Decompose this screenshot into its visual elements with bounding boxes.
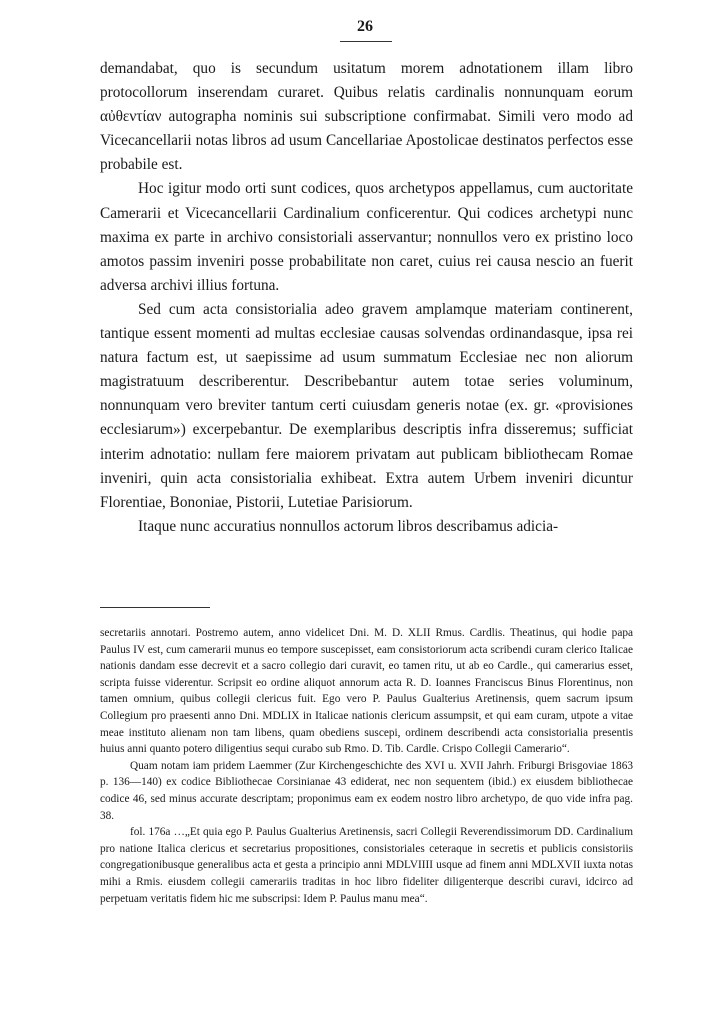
footnote-2: Quam notam iam pridem Laemmer (Zur Kirchengeschichte des XVI u. XVII Jahrh. Friburgi Brisgoviae 1863 p. 136—140) ex codice Bibliothecae Corsinianae 43 ediderat, nec non sequentem (ibid.) ex eiusdem bibliothecae codice 46, sed minus accurate descriptam; proponimus eam ex eodem nostro libro archetypo, de quo vide infra pag. 38. [100,759,633,822]
footnote-rule [100,607,210,608]
paragraph-2: Hoc igitur modo orti sunt codices, quos archetypos appellamus, cum auctoritate Camerarii et Vicecancellarii Cardinalium conficerentur. Qui codices archetypi nunc maxima ex parte in archivo consistoriali asservantur; nonnullos vero ex pristino loco amotos passim inveniri posse probabilitate non caret, cuius rei causa nescio an fuerit adversa archivi illius fortuna. [100,180,633,294]
header-rule [340,41,392,42]
paragraph-3: Sed cum acta consistorialia adeo gravem amplamque materiam continerent, tantique essent momenti ad multas ecclesiae causas solvendas ordinandasque, ipsa rei natura factum est, ut saepissime ad usum summatum Ecclesiae nec non aliorum magistratuum describerentur. Describebantur autem totae series voluminum, nonnunquam vero breviter tantum certi cuiusdam generis notae (ex. gr. «provisiones ecclesiarum») excerpebantur. De exemplaribus descriptis infra disseremus; sufficiat interim adnotatio: nullam fere maiorem privatam aut publicam bibliothecam Romae inveniri, quin acta consistorialia exhibeat. Extra autem Urbem inveniri dicuntur Florentiae, Bononiae, Pistorii, Lutetiae Parisiorum. [100,300,633,511]
footnote-3: fol. 176a …„Et quia ego P. Paulus Gualterius Aretinensis, sacri Collegii Reverendissimorum DD. Cardinalium pro natione Italica clericus et secretarius propositiones, consistoriales ceteraque in secretis et publicis consistoriis congregationibusque generalibus acta et gesta a principio anni MDLVIIII usque ad finem anni MDLXVII iuxta notas mihi a Rmis. eiusdem collegii camerariis traditas in hoc libro fideliter diligenterque describi curavi, idcirco ad perpetuam veritatis fidem hic me subscripsi: Idem P. Paulus manu mea“. [100,826,633,905]
footnote-1: secretariis annotari. Postremo autem, anno videlicet Dni. M. D. XLII Rmus. Cardlis. Theatinus, qui hodie papa Paulus IV est, cum camerarii munus eo tempore suscepisset, eam consistoriorum acta scribendi curam clerico Italicae nationis dandam esse decrevit et a sacro collegio dari curavit, eo tamen ritu, ut ab eo Cardle., qui camerarius esset, scripta fuisse viderentur. Scripsit eo ordine aliquot annorum acta R. D. Ioannes Franciscus Binus Florentinus, non tamen omnium, quibus collegii clericus fuit. Ego vero P. Paulus Gualterius Aretinensis, quem sacrum ipsum Collegium pro praesenti anno Dni. MDLIX in Italicae nationis clericum assumpsit, et qui eam curam, utpote a vitae meae instituto alienam non tam libens, quam obediens suscepi, ordinem describendi acta consistorialia presentis huius anni quanto potero diligentius sequi curabo sub Rmo. D. Tib. Cardle. Crispo Collegii Camerario“. [100,627,633,756]
footnotes [100,625,633,907]
paragraph-4: Itaque nunc accuratius nonnullos actorum libros describamus adicia- [138,517,559,535]
page-number: 26 [357,18,373,35]
paragraph-1: demandabat, quo is secundum usitatum morem adnotationem illam libro protocollorum inserendam curaret. Quibus relatis cardinalis nonnunquam eorum αὐθεντίαν autographa nominis sui subscriptione confirmabat. Simili vero modo ad Vicecancellarii notas libros ad usum Cancellariae Apostolicae destinatos perfectos esse probabile est. [100,60,633,174]
main-text [100,57,633,539]
